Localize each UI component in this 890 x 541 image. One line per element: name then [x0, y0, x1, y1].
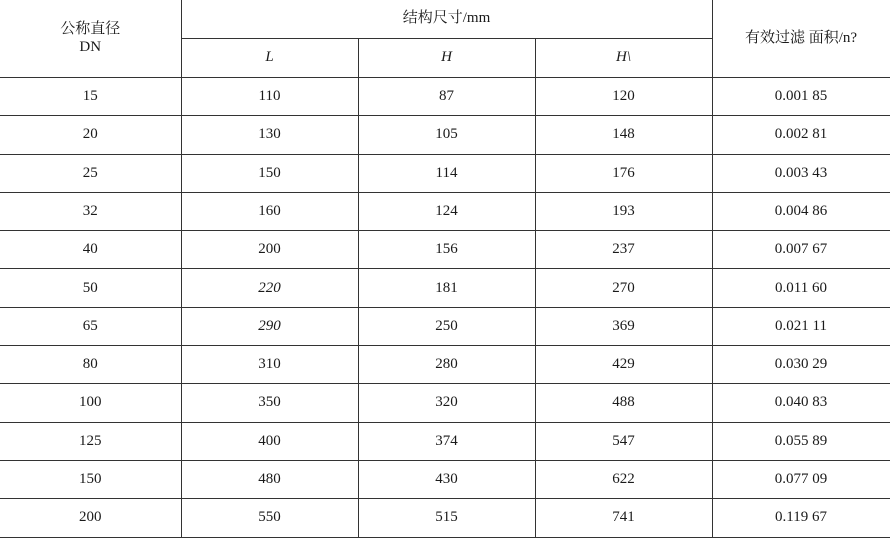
cell-L: 400	[181, 422, 358, 460]
cell-H: 105	[358, 116, 535, 154]
cell-area: 0.077 09	[712, 460, 890, 498]
cell-area: 0.055 89	[712, 422, 890, 460]
cell-dn: 32	[0, 192, 181, 230]
header-structure-dimensions: 结构尺寸/mm	[181, 0, 712, 39]
table-row	[0, 499, 890, 537]
header-L: L	[181, 39, 358, 78]
cell-H1: 741	[535, 499, 712, 537]
cell-H: 430	[358, 460, 535, 498]
cell-dn: 100	[0, 384, 181, 422]
header-H1: H\	[535, 39, 712, 78]
table-body	[0, 78, 890, 538]
header-H: H	[358, 39, 535, 78]
cell-area: 0.011 60	[712, 269, 890, 307]
cell-L: 200	[181, 231, 358, 269]
cell-H: 156	[358, 231, 535, 269]
cell-H: 515	[358, 499, 535, 537]
table-row	[0, 460, 890, 498]
header-nominal-diameter	[0, 0, 181, 78]
cell-H1: 270	[535, 269, 712, 307]
table-row	[0, 231, 890, 269]
cell-L: 150	[181, 154, 358, 192]
cell-H1: 488	[535, 384, 712, 422]
cell-H1: 193	[535, 192, 712, 230]
cell-dn: 125	[0, 422, 181, 460]
cell-dn: 65	[0, 307, 181, 345]
cell-H: 114	[358, 154, 535, 192]
header-nominal-diameter-label: 公称直径	[60, 21, 121, 38]
cell-dn: 40	[0, 231, 181, 269]
header-effective-filter-area: 有效过滤 面积/n?	[712, 0, 890, 78]
cell-L: 350	[181, 384, 358, 422]
cell-H: 250	[358, 307, 535, 345]
table-row	[0, 192, 890, 230]
cell-L: 110	[181, 78, 358, 116]
cell-L: 310	[181, 346, 358, 384]
cell-dn: 25	[0, 154, 181, 192]
cell-dn: 50	[0, 269, 181, 307]
cell-H: 87	[358, 78, 535, 116]
cell-H: 320	[358, 384, 535, 422]
cell-area: 0.021 11	[712, 307, 890, 345]
cell-H1: 429	[535, 346, 712, 384]
table-row	[0, 307, 890, 345]
header-row-top	[0, 0, 890, 39]
cell-H1: 120	[535, 78, 712, 116]
cell-area: 0.003 43	[712, 154, 890, 192]
cell-L: 550	[181, 499, 358, 537]
cell-dn: 20	[0, 116, 181, 154]
cell-dn: 150	[0, 460, 181, 498]
cell-dn: 80	[0, 346, 181, 384]
table-row	[0, 422, 890, 460]
cell-area: 0.001 85	[712, 78, 890, 116]
cell-area: 0.002 81	[712, 116, 890, 154]
cell-H1: 622	[535, 460, 712, 498]
cell-H: 374	[358, 422, 535, 460]
table-header	[0, 0, 890, 78]
cell-L: 480	[181, 460, 358, 498]
table-row	[0, 116, 890, 154]
table-row	[0, 154, 890, 192]
cell-H: 181	[358, 269, 535, 307]
table-row	[0, 269, 890, 307]
cell-H: 124	[358, 192, 535, 230]
cell-area: 0.040 83	[712, 384, 890, 422]
header-nominal-diameter-unit: DN	[79, 38, 102, 55]
cell-dn: 200	[0, 499, 181, 537]
cell-H1: 176	[535, 154, 712, 192]
cell-area: 0.004 86	[712, 192, 890, 230]
cell-L: 220	[181, 269, 358, 307]
cell-H1: 237	[535, 231, 712, 269]
cell-H1: 547	[535, 422, 712, 460]
cell-L: 130	[181, 116, 358, 154]
table-row	[0, 346, 890, 384]
cell-H1: 369	[535, 307, 712, 345]
table-row	[0, 78, 890, 116]
cell-H: 280	[358, 346, 535, 384]
cell-area: 0.007 67	[712, 231, 890, 269]
cell-H1: 148	[535, 116, 712, 154]
cell-L: 160	[181, 192, 358, 230]
table-row	[0, 384, 890, 422]
cell-L: 290	[181, 307, 358, 345]
cell-area: 0.119 67	[712, 499, 890, 537]
cell-area: 0.030 29	[712, 346, 890, 384]
cell-dn: 15	[0, 78, 181, 116]
